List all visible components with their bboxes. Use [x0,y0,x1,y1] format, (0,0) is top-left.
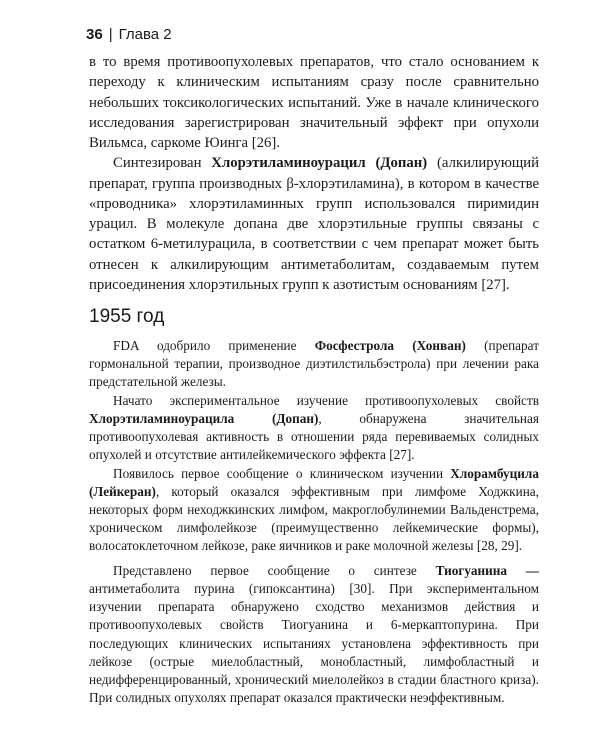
text-run: Представлено первое сообщение о синтезе [113,562,436,578]
text-run: Появилось первое сообщение о клиническом изучении [113,465,451,481]
drug-name: Хлорэтиламиноурацила (Допан) [89,410,319,426]
text-block-1955 [89,337,539,707]
header-separator: | [108,26,113,43]
drug-name: Тиогуанина — [435,562,540,578]
drug-name: Фосфестрола (Хонван) [314,338,466,353]
paragraph [89,392,539,465]
text-run: Начато экспериментальное изучение противоопухолевых свойств [113,392,539,408]
running-header [86,26,172,43]
text-run: антиметаболита пурина (гипоксантина) [30]. При экспериментальном изучении препарата обнаружено сходство механизмов действия и противоопухолевых свойств Тиогуанина и 6-меркаптопурина. При последующих клинических испытаниях установлена эффективность при лейкозе (острые миелобластный, монобластный, лимфобластный и недифференцированный, хронический миелолейкоз в стадии бластного криза). При солидных опухолях препарат оказался практически неэффективным. [89,580,539,706]
chapter-title: Глава 2 [118,26,172,43]
text-block-intro [89,52,539,295]
paragraph [89,465,539,556]
paragraph [89,153,539,295]
text-run: в то время противоопухолевых препаратов, что стало основанием к переходу к клиническим испытаниям сразу после сравнительно небольших токсикологических испытаний. Уже в начале клинического исследования зарегистрирован значительный эффект при опухоли Вильмса, саркоме Юинга [26]. [89,54,539,152]
text-run: , обнаружена значительная противоопухолевая активность в отношении ряда перевиваемых солидных опухолей и отсутствие антилейкемического эффекта [27]. [89,410,539,463]
text-run: (препарат гормональной терапии, производное диэтилстильбэстрола) при лечении рака предстательной железы. [89,338,539,390]
section-heading: 1955 год [89,306,165,327]
drug-name: Хлорэтиламиноурацил (Допан) [211,155,428,172]
text-run: (алкилирующий препарат, группа производных β-хлорэтиламина), в котором в качестве «проводника» хлорэтиламинных групп использовался пиримидин урацил. В молекуле допана две хлорэтильные группы связаны с остатком 6-метилурацила, в соответствии с чем препарат может быть отнесен к алкилирующим антиметаболитам, создаваемым путем присоединения хлорэтильных групп к азотистым основаниям [27]. [89,155,540,293]
text-run: Синтезирован [113,155,212,172]
drug-name: Хлорамбуцила (Лейкеран) [89,465,539,499]
paragraph [89,52,539,153]
paragraph [89,337,539,392]
page-number: 36 [86,26,103,43]
paragraph [89,562,539,708]
text-run: FDA одобрило применение [113,338,315,353]
text-run: , который оказался эффективным при лимфоме Ходжкина, некоторых форм неходжкинских лимфом, макроглобулинемии Вальденстрема, хроническом лимфолейкозе (преимущественно лейкемические формы), волосатоклеточном лейкозе, раке яичников и раке молочной железы [28, 29]. [89,483,539,554]
